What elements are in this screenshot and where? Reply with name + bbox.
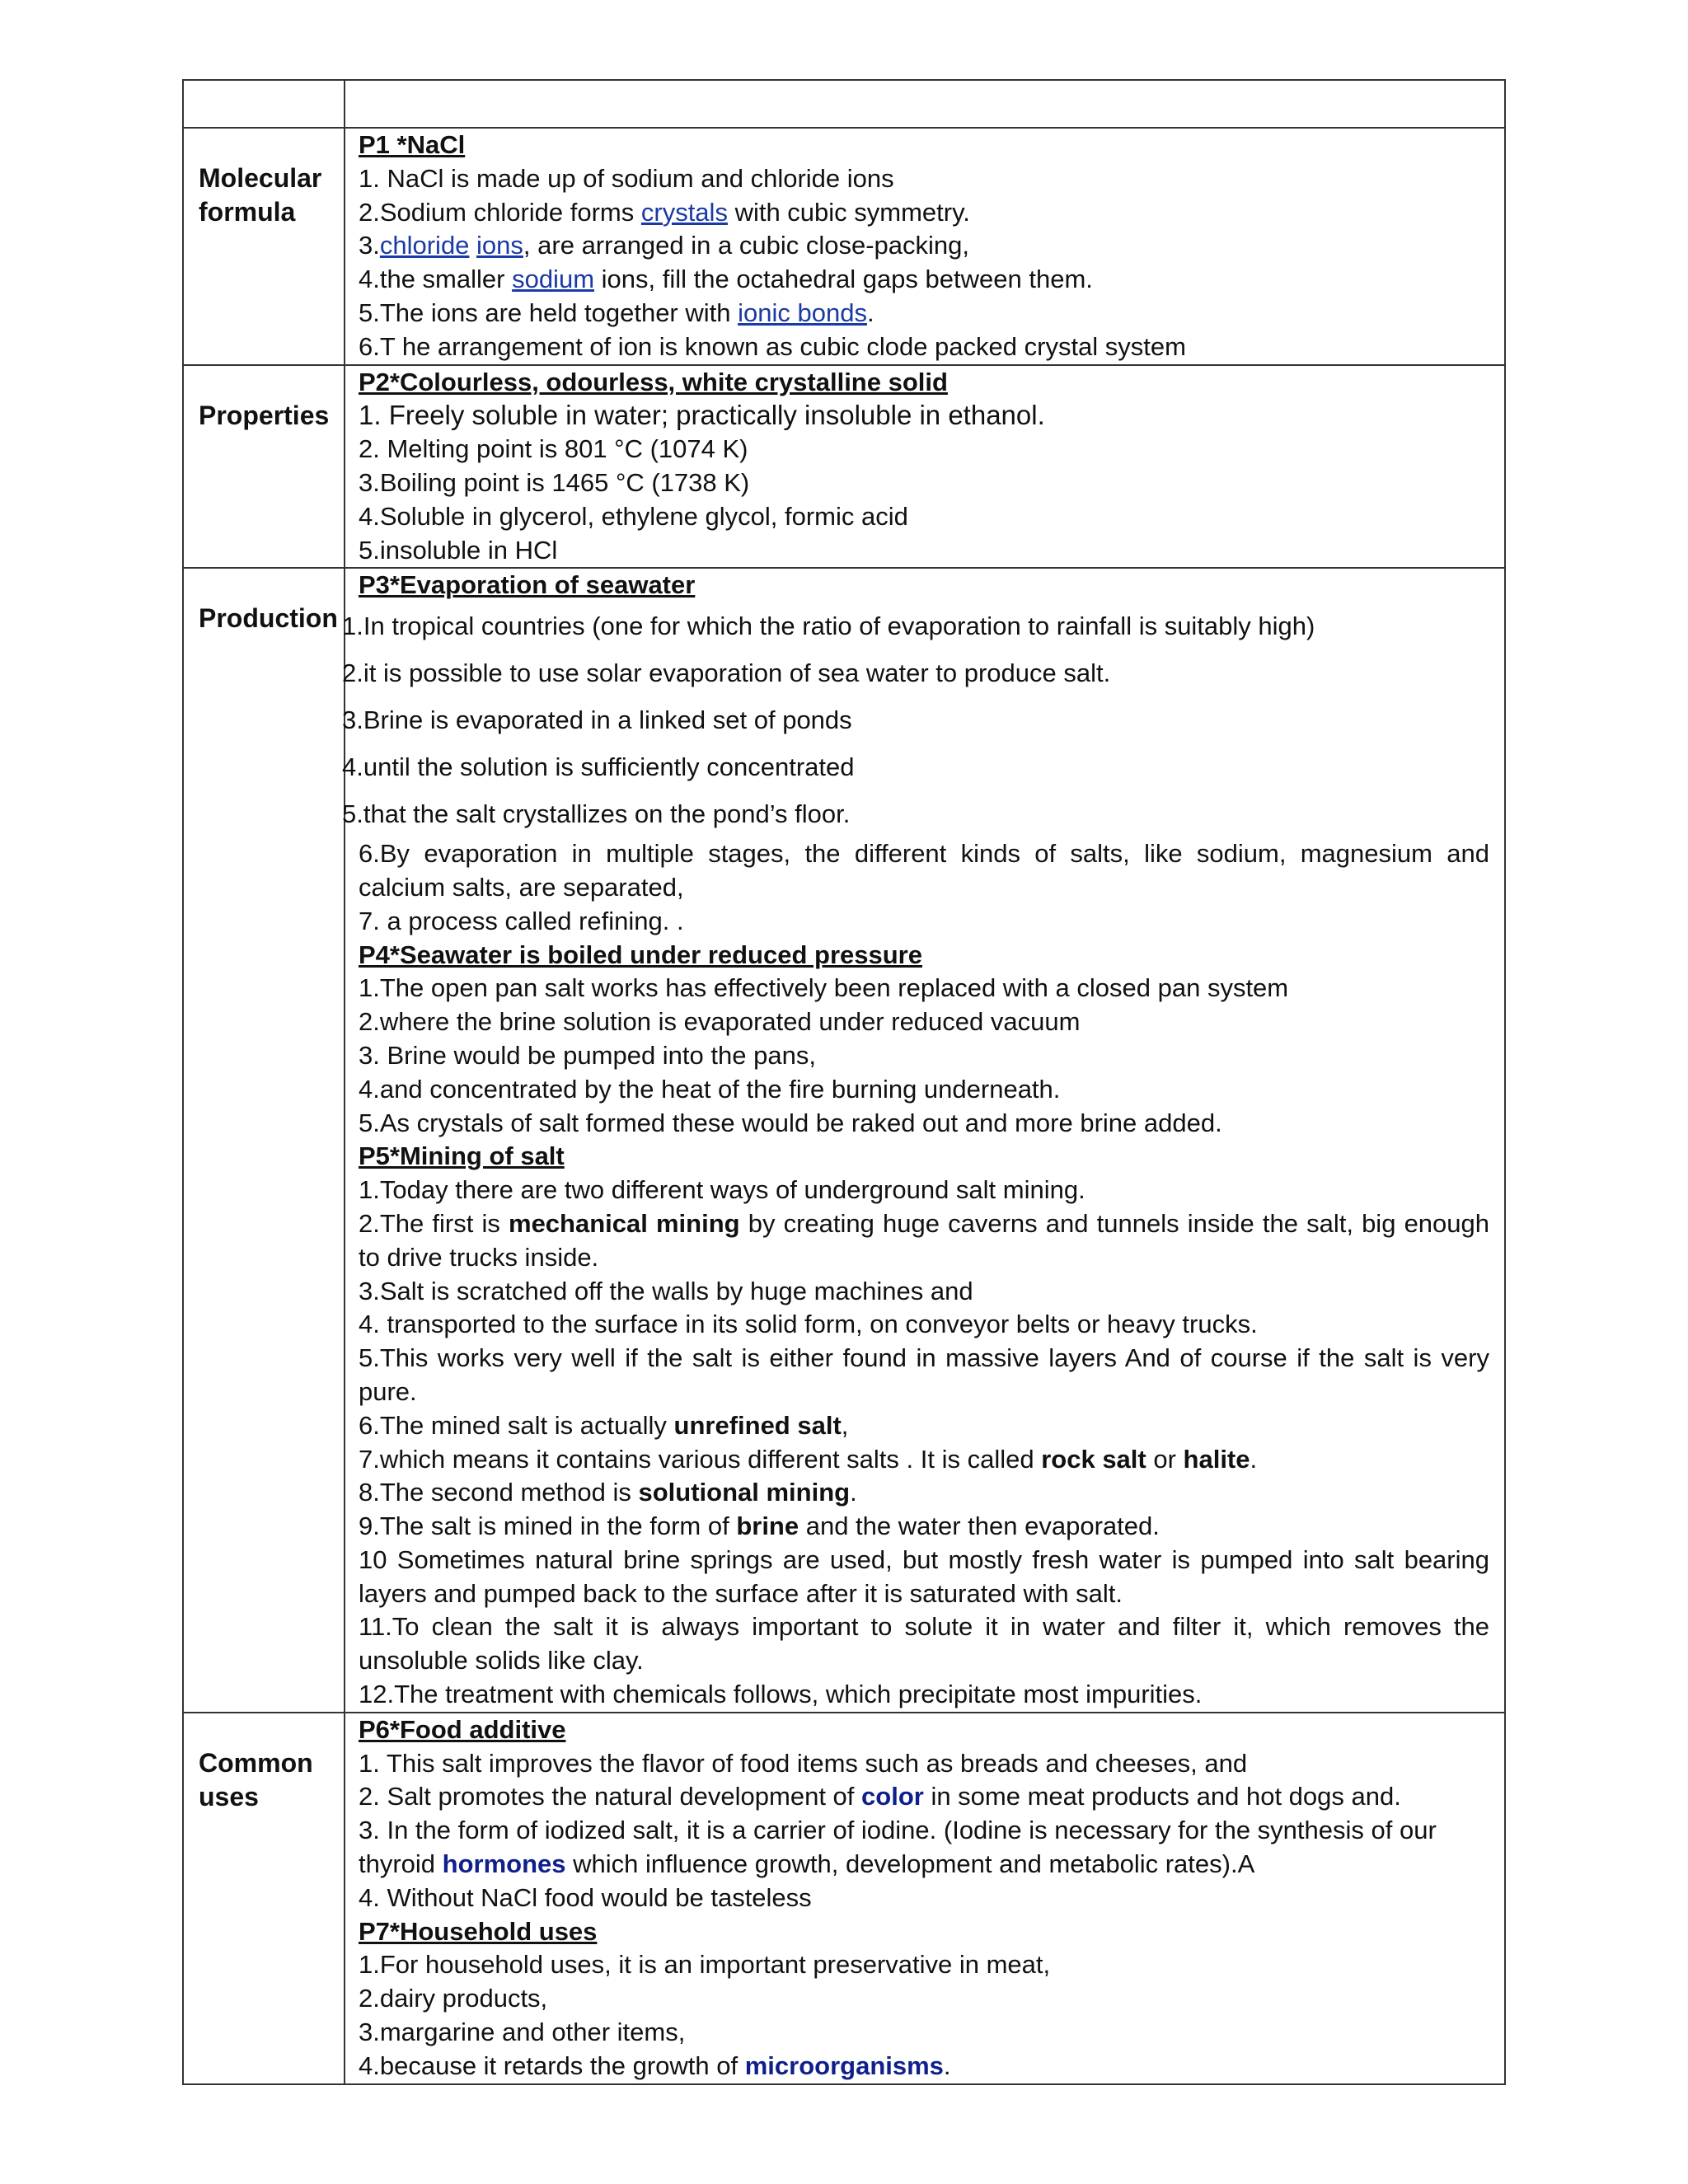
content-line: 5.insoluble in HCl [359,535,558,565]
content-line: 9.The salt is mined in the form of brine and the water then evaporated. [359,1511,1160,1541]
section-heading: P1 *NaCl [359,130,466,159]
section-heading: P6*Food additive [359,1714,566,1744]
content-line: 4.because it retards the growth of microorganisms. [359,2050,951,2080]
content-line: 3.Brine is evaporated in a linked set of ponds [342,705,852,735]
content-line: 4. Without NaCl food would be tasteless [359,1882,812,1912]
salt-info-table [182,79,1506,2085]
content-line: 4.and concentrated by the heat of the fire burning underneath. [359,1074,1061,1104]
content-line: 6.The mined salt is actually unrefined salt, [359,1410,849,1440]
content-line: 1.For household uses, it is an important preservative in meat, [359,1950,1051,1980]
hormones-keyword: hormones [442,1849,566,1879]
row-content-cell [345,128,1505,365]
row-label-cell [183,1713,345,2084]
row-content-cell [342,568,1505,1713]
table-row [183,128,1505,365]
content-line: 6.By evaporation in multiple stages, the different kinds of salts, like sodium, magnesium and calcium salts, are separated, [359,839,1489,902]
ionic-bonds-link[interactable]: ionic bonds [738,298,867,327]
content-line: 10 Sometimes natural brine springs are used, but mostly fresh water is pumped into salt bearing layers and pumped back to the surface after it is saturated with salt. [359,1544,1489,1608]
content-line: 3.Salt is scratched off the walls by huge machines and [359,1276,973,1305]
content-line: 4.until the solution is sufficiently concentrated [342,752,855,782]
table-row [183,365,1505,569]
content-line: 2.it is possible to use solar evaporation of sea water to produce salt. [342,658,1111,688]
empty-header-cell [345,80,1505,128]
content-line: 4.Soluble in glycerol, ethylene glycol, formic acid [359,501,908,531]
content-line: 1.In tropical countries (one for which the ratio of evaporation to rainfall is suitably high) [342,612,1315,641]
header-row [183,80,1505,128]
content-line: thyroid hormones which influence growth, development and metabolic rates).A [359,1849,1255,1879]
row-label-cell [183,128,345,365]
content-line: 3.Boiling point is 1465 °C (1738 K) [359,467,750,497]
content-line: 12.The treatment with chemicals follows, which precipitate most impurities. [359,1680,1203,1709]
content-line: 1.The open pan salt works has effectively been replaced with a closed pan system [359,973,1289,1003]
content-line: 2. Melting point is 801 °C (1074 K) [359,434,748,464]
microorganisms-keyword: microorganisms [744,2050,944,2080]
content-line: 6.T he arrangement of ion is known as cubic clode packed crystal system [359,331,1186,361]
table-row [183,1713,1505,2084]
content-line: 4.the smaller sodium ions, fill the octahedral gaps between them. [359,265,1093,294]
table-row [183,568,1505,1713]
section-heading: P5*Mining of salt [359,1141,565,1171]
content-line: 3. Brine would be pumped into the pans, [359,1040,816,1070]
content-line: 7.which means it contains various different salts . It is called rock salt or halite. [359,1444,1258,1474]
content-line: 1.Today there are two different ways of underground salt mining. [359,1175,1085,1205]
row-label: Properties [199,400,330,430]
content-line: 11.To clean the salt it is always important to solute it in water and filter it, which removes the unsoluble solids like clay. [359,1612,1489,1675]
content-line: 2.dairy products, [359,1984,548,2013]
content-line: 3.chloride ions, are arranged in a cubic close-packing, [359,231,969,260]
content-line: 2.where the brine solution is evaporated under reduced vacuum [359,1007,1081,1037]
content-line: 4. transported to the surface in its solid form, on conveyor belts or heavy trucks. [359,1310,1258,1339]
row-content-cell [345,365,1505,569]
row-label-cell [183,568,345,1713]
content-line: 2.The first is mechanical mining by creating huge caverns and tunnels inside the salt, big enough to drive trucks inside. [359,1208,1490,1272]
section-heading: P4*Seawater is boiled under reduced pressure [359,940,922,969]
content-line: 5.that the salt crystallizes on the pond’s floor. [342,799,851,829]
content-line: 1. Freely soluble in water; practically insoluble in ethanol. [359,400,1045,431]
section-heading: P7*Household uses [359,1916,598,1946]
chloride-link[interactable]: chloride [379,231,470,260]
content-line: 5.As crystals of salt formed these would be raked out and more brine added. [359,1108,1222,1137]
empty-header-cell [183,80,345,128]
content-line: 2. Salt promotes the natural development of color in some meat products and hot dogs and. [359,1782,1401,1811]
row-label-cell [183,365,345,569]
section-heading: P3*Evaporation of seawater [359,570,696,600]
content-line: 1. NaCl is made up of sodium and chloride ions [359,163,894,193]
content-line: 5.This works very well if the salt is either found in massive layers And of course if the salt is very pure. [359,1343,1489,1406]
color-keyword: color [861,1782,924,1811]
content-line: 2.Sodium chloride forms crystals with cubic symmetry. [359,197,970,227]
content-line: 3. In the form of iodized salt, it is a carrier of iodine. (Iodine is necessary for the synthesis of our [359,1816,1437,1845]
row-label: Production [199,603,338,634]
content-line: 5.The ions are held together with ionic bonds. [359,298,874,327]
row-content-cell [345,1713,1505,2084]
content-line: 7. a process called refining. . [359,906,684,935]
row-label: Common uses [199,1747,313,1811]
row-label: Molecular formula [199,163,322,227]
sodium-link[interactable]: sodium [512,265,595,294]
ions-link[interactable]: ions [476,231,523,260]
content-line: 3.margarine and other items, [359,2018,686,2047]
section-heading: P2*Colourless, odourless, white crystalline solid [359,367,948,396]
crystals-link[interactable]: crystals [640,197,728,227]
content-line: 1. This salt improves the flavor of food items such as breads and cheeses, and [359,1748,1248,1778]
content-line: 8.The second method is solutional mining. [359,1478,857,1507]
